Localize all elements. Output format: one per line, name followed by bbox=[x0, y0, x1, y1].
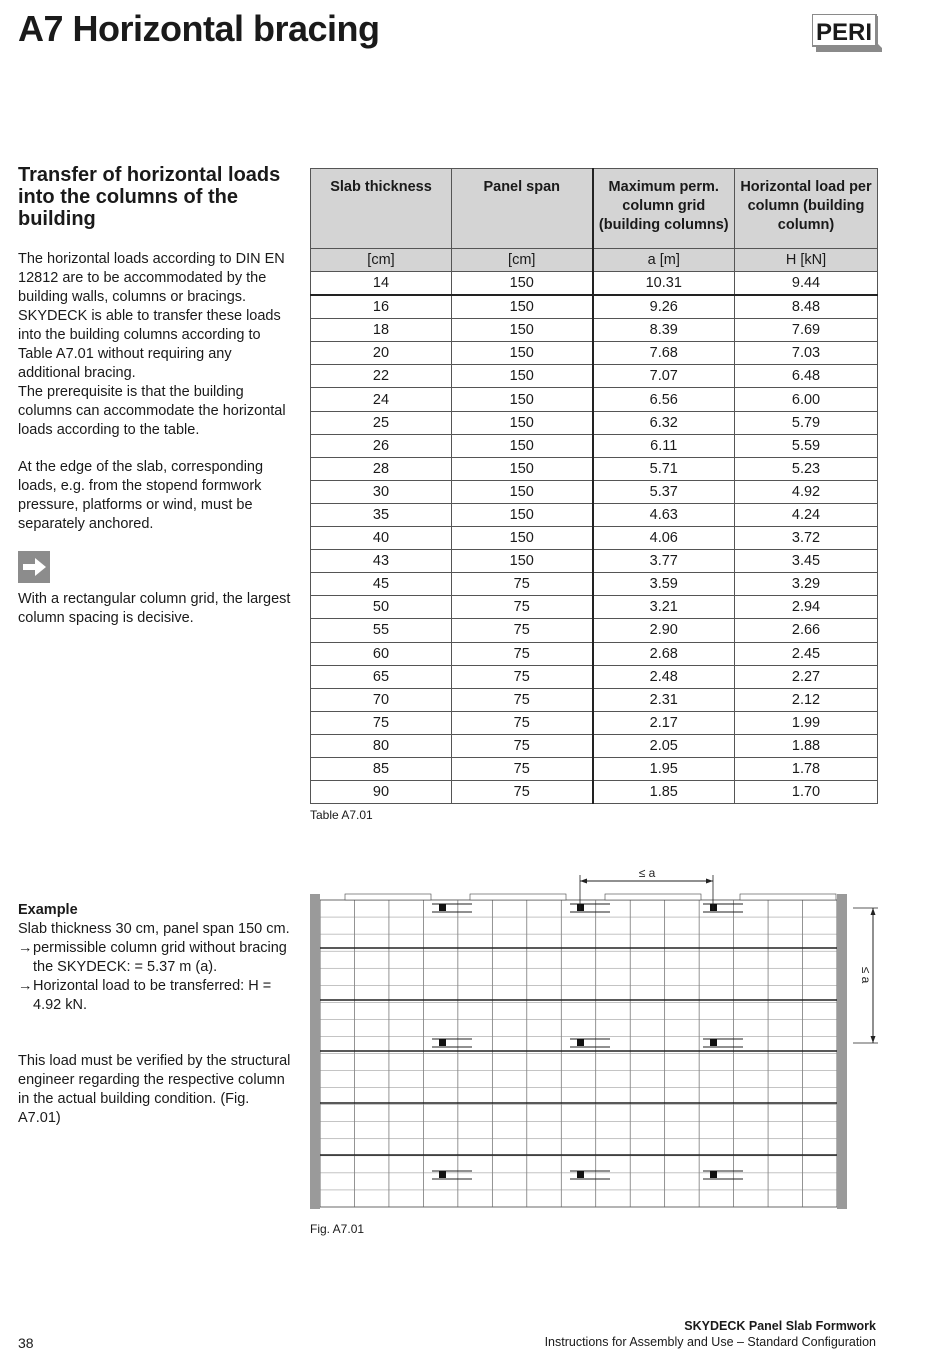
table-cell: 150 bbox=[452, 388, 593, 411]
table-cell: 4.92 bbox=[735, 480, 878, 503]
table-row bbox=[311, 573, 878, 596]
table-cell: 150 bbox=[452, 295, 593, 319]
building-column bbox=[577, 1171, 584, 1178]
table-cell: 90 bbox=[311, 781, 452, 804]
table-cell: 75 bbox=[452, 642, 593, 665]
table-cell: 30 bbox=[311, 480, 452, 503]
table-cell: 150 bbox=[452, 272, 593, 296]
table-cell: 40 bbox=[311, 527, 452, 550]
table-cell: 75 bbox=[452, 781, 593, 804]
table-cell: 5.71 bbox=[593, 457, 735, 480]
page-title: A7 Horizontal bracing bbox=[18, 8, 380, 49]
unit-header: H [kN] bbox=[735, 249, 878, 272]
table-cell: 150 bbox=[452, 480, 593, 503]
table-cell: 150 bbox=[452, 434, 593, 457]
table-row bbox=[311, 527, 878, 550]
table-cell: 7.69 bbox=[735, 319, 878, 342]
table-cell: 2.17 bbox=[593, 711, 735, 734]
table-cell: 2.05 bbox=[593, 734, 735, 757]
list-item: → Horizontal load to be transferred: H = 4.92 kN. bbox=[18, 978, 272, 1013]
table-row bbox=[311, 711, 878, 734]
table-cell: 75 bbox=[452, 711, 593, 734]
example-list bbox=[18, 939, 294, 1015]
table-cell: 1.85 bbox=[593, 781, 735, 804]
table-cell: 150 bbox=[452, 550, 593, 573]
table-cell: 5.59 bbox=[735, 434, 878, 457]
verification-paragraph: This load must be verified by the structural engineer regarding the respective column in the actual building condition. (Fig. A7.01) bbox=[18, 1053, 291, 1126]
table-row bbox=[311, 411, 878, 434]
table-row bbox=[311, 596, 878, 619]
table-row bbox=[311, 688, 878, 711]
column-grid-figure bbox=[308, 862, 880, 1214]
table-cell: 75 bbox=[311, 711, 452, 734]
table-cell: 150 bbox=[452, 365, 593, 388]
table-cell: 2.31 bbox=[593, 688, 735, 711]
list-item: → permissible column grid without bracing the SKYDECK: = 5.37 m (a). bbox=[18, 940, 287, 975]
table-row bbox=[311, 342, 878, 365]
panel-grid bbox=[320, 894, 837, 1207]
table-cell: 150 bbox=[452, 319, 593, 342]
table-cell: 5.79 bbox=[735, 411, 878, 434]
intro-paragraph: The horizontal loads according to DIN EN 12812 are to be accommodated by the building walls, columns or bracings. SKYDECK is able to transfer these loads into the building columns according to Table A7.01 without requiring any additional bracing. The prerequisite is that the building columns can accommodate the horizontal loads according to the table. bbox=[18, 251, 286, 438]
table-cell: 75 bbox=[452, 757, 593, 780]
table-cell: 3.45 bbox=[735, 550, 878, 573]
table-cell: 2.66 bbox=[735, 619, 878, 642]
table-row bbox=[311, 642, 878, 665]
building-column bbox=[439, 904, 446, 911]
table-cell: 150 bbox=[452, 503, 593, 526]
table-row bbox=[311, 272, 878, 296]
table-cell: 2.27 bbox=[735, 665, 878, 688]
table-cell: 1.95 bbox=[593, 757, 735, 780]
table-cell: 3.29 bbox=[735, 573, 878, 596]
example-line: Slab thickness 30 cm, panel span 150 cm. bbox=[18, 921, 290, 937]
building-column bbox=[710, 904, 717, 911]
table-cell: 6.11 bbox=[593, 434, 735, 457]
table-cell: 16 bbox=[311, 295, 452, 319]
table-cell: 20 bbox=[311, 342, 452, 365]
table-cell: 150 bbox=[452, 527, 593, 550]
column-header: Slab thickness bbox=[311, 169, 452, 249]
table-cell: 25 bbox=[311, 411, 452, 434]
arrow-icon: → bbox=[18, 940, 33, 956]
table-row bbox=[311, 619, 878, 642]
table-cell: 150 bbox=[452, 342, 593, 365]
table-row bbox=[311, 388, 878, 411]
table-cell: 43 bbox=[311, 550, 452, 573]
building-column bbox=[710, 1039, 717, 1046]
table-cell: 6.48 bbox=[735, 365, 878, 388]
table-cell: 2.12 bbox=[735, 688, 878, 711]
table-cell: 1.88 bbox=[735, 734, 878, 757]
table-cell: 75 bbox=[452, 734, 593, 757]
table-cell: 2.68 bbox=[593, 642, 735, 665]
table-cell: 5.37 bbox=[593, 480, 735, 503]
table-cell: 7.03 bbox=[735, 342, 878, 365]
dimension-label-top: ≤ a bbox=[638, 866, 656, 880]
load-table bbox=[310, 168, 877, 804]
left-edge-beam bbox=[310, 894, 320, 1209]
table-cell: 65 bbox=[311, 665, 452, 688]
table-cell: 75 bbox=[452, 573, 593, 596]
page-number: 38 bbox=[18, 1335, 34, 1351]
edge-note-paragraph: At the edge of the slab, corresponding loads, e.g. from the stopend formwork pressure, platforms or wind, must be separately anchored. bbox=[18, 459, 264, 532]
table-cell: 55 bbox=[311, 619, 452, 642]
table-cell: 70 bbox=[311, 688, 452, 711]
table-cell: 4.63 bbox=[593, 503, 735, 526]
unit-header: a [m] bbox=[593, 249, 735, 272]
table-cell: 75 bbox=[452, 665, 593, 688]
column-header: Maximum perm. column grid (building columns) bbox=[593, 169, 735, 249]
table-cell: 22 bbox=[311, 365, 452, 388]
table-cell: 3.72 bbox=[735, 527, 878, 550]
table-cell: 60 bbox=[311, 642, 452, 665]
table-cell: 7.68 bbox=[593, 342, 735, 365]
building-column bbox=[439, 1039, 446, 1046]
table-cell: 3.77 bbox=[593, 550, 735, 573]
table-cell: 9.26 bbox=[593, 295, 735, 319]
table-cell: 28 bbox=[311, 457, 452, 480]
table-cell: 2.45 bbox=[735, 642, 878, 665]
column-header: Horizontal load per column (building column) bbox=[735, 169, 878, 249]
table-cell: 5.23 bbox=[735, 457, 878, 480]
table-cell: 75 bbox=[452, 619, 593, 642]
table-cell: 3.59 bbox=[593, 573, 735, 596]
table-cell: 150 bbox=[452, 457, 593, 480]
table-cell: 2.48 bbox=[593, 665, 735, 688]
table-row bbox=[311, 480, 878, 503]
logo-text: PERI bbox=[815, 19, 873, 46]
section-heading: Transfer of horizontal loads into the columns of the building bbox=[18, 164, 281, 230]
note-paragraph: With a rectangular column grid, the largest column spacing is decisive. bbox=[18, 591, 291, 626]
table-cell: 7.07 bbox=[593, 365, 735, 388]
table-cell: 1.99 bbox=[735, 711, 878, 734]
table-cell: 75 bbox=[452, 596, 593, 619]
table-cell: 50 bbox=[311, 596, 452, 619]
table-cell: 85 bbox=[311, 757, 452, 780]
table-row bbox=[311, 503, 878, 526]
table-row bbox=[311, 781, 878, 804]
table-cell: 80 bbox=[311, 734, 452, 757]
arrow-right-icon bbox=[18, 551, 50, 583]
dimension-label-right: ≤ a bbox=[859, 966, 873, 984]
table-cell: 3.21 bbox=[593, 596, 735, 619]
right-edge-beam bbox=[837, 894, 847, 1209]
figure-caption: Fig. A7.01 bbox=[310, 1222, 365, 1236]
unit-header: [cm] bbox=[311, 249, 452, 272]
table-caption: Table A7.01 bbox=[310, 808, 373, 822]
table-cell: 35 bbox=[311, 503, 452, 526]
building-column bbox=[577, 904, 584, 911]
arrow-icon: → bbox=[18, 978, 33, 994]
building-column bbox=[577, 1039, 584, 1046]
peri-logo bbox=[812, 14, 882, 52]
unit-header: [cm] bbox=[452, 249, 593, 272]
table-cell: 18 bbox=[311, 319, 452, 342]
footer-title: SKYDECK Panel Slab Formwork bbox=[684, 1319, 876, 1333]
footer-subtitle: Instructions for Assembly and Use – Standard Configuration bbox=[544, 1335, 876, 1349]
table-cell: 14 bbox=[311, 272, 452, 296]
table-cell: 150 bbox=[452, 411, 593, 434]
table-cell: 6.56 bbox=[593, 388, 735, 411]
table-cell: 1.78 bbox=[735, 757, 878, 780]
table-row bbox=[311, 365, 878, 388]
table-cell: 8.39 bbox=[593, 319, 735, 342]
table-cell: 26 bbox=[311, 434, 452, 457]
table-row bbox=[311, 434, 878, 457]
column-header: Panel span bbox=[452, 169, 593, 249]
table-row bbox=[311, 457, 878, 480]
table-cell: 6.32 bbox=[593, 411, 735, 434]
building-column bbox=[439, 1171, 446, 1178]
example-title: Example bbox=[18, 902, 78, 918]
example-block bbox=[18, 901, 294, 1015]
table-cell: 4.24 bbox=[735, 503, 878, 526]
table-cell: 2.94 bbox=[735, 596, 878, 619]
table-cell: 2.90 bbox=[593, 619, 735, 642]
table-cell: 4.06 bbox=[593, 527, 735, 550]
table-cell: 10.31 bbox=[593, 272, 735, 296]
table-cell: 6.00 bbox=[735, 388, 878, 411]
table-cell: 1.70 bbox=[735, 781, 878, 804]
table-cell: 9.44 bbox=[735, 272, 878, 296]
table-cell: 75 bbox=[452, 688, 593, 711]
table-row bbox=[311, 665, 878, 688]
table-cell: 8.48 bbox=[735, 295, 878, 319]
table-row bbox=[311, 295, 878, 319]
table-cell: 24 bbox=[311, 388, 452, 411]
table-row bbox=[311, 319, 878, 342]
table-row bbox=[311, 757, 878, 780]
building-column bbox=[710, 1171, 717, 1178]
table-cell: 45 bbox=[311, 573, 452, 596]
table-row bbox=[311, 734, 878, 757]
table-row bbox=[311, 550, 878, 573]
